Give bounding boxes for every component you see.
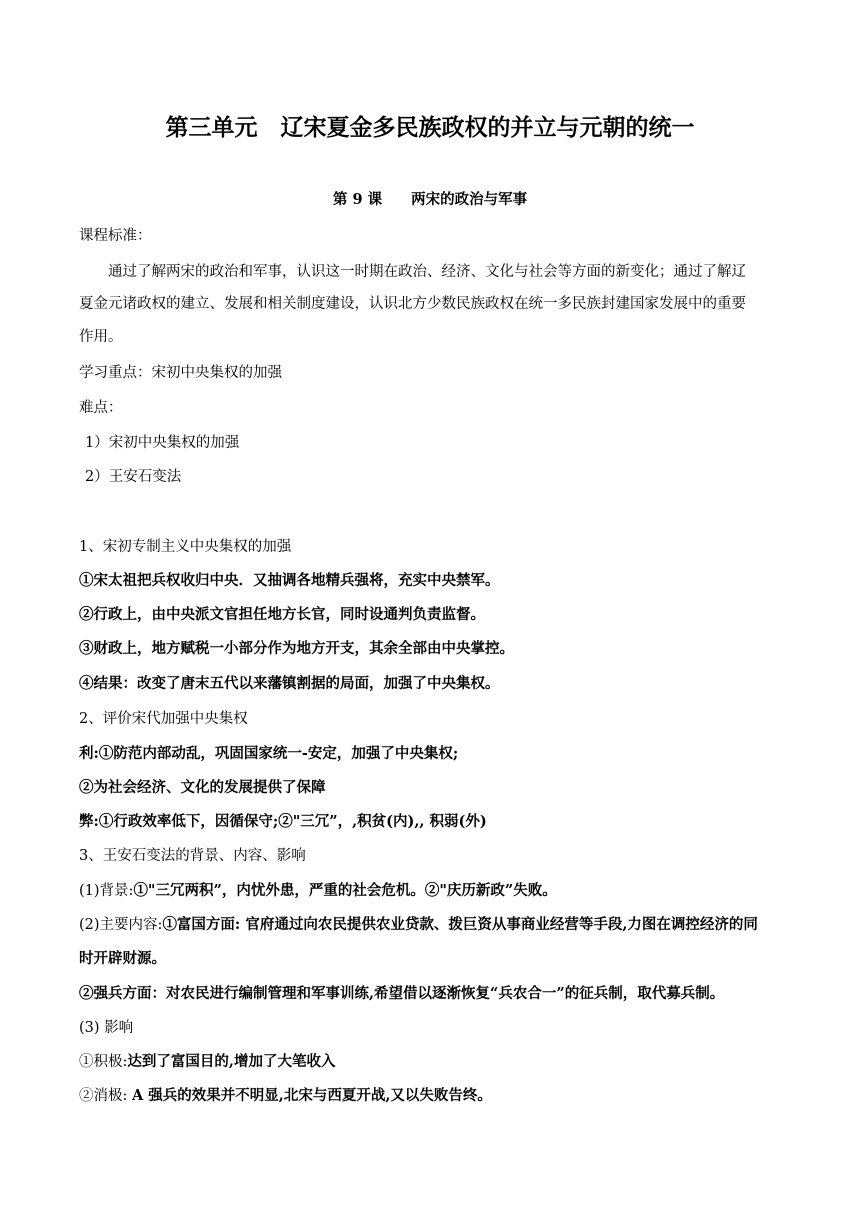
lesson-number: 第 9 课	[332, 191, 383, 208]
section3-content	[79, 915, 758, 935]
section3-content-line-3: ②强兵方面：对农民进行编制管理和军事训练,希望借以逐渐恢复“兵农合一”的征兵制，取代募兵制。	[79, 985, 725, 1002]
section2-item-2: ②为社会经济、文化的发展提供了保障	[79, 779, 326, 796]
section3-impact-positive	[79, 1052, 335, 1072]
section2-item-1: 利:①防范内部动乱，巩固国家统一-安定，加强了中央集权;	[79, 745, 459, 762]
section3-content-line-2: 时开辟财源。	[79, 950, 166, 967]
key-point: 学习重点：宋初中央集权的加强	[79, 365, 282, 381]
positive-label: ①积极:	[79, 1054, 128, 1070]
section2-heading: 2、评价宋代加强中央集权	[79, 711, 248, 727]
curriculum-label: 课程标准：	[79, 228, 152, 244]
section1-item-2: ②行政上，由中央派文官担任地方长官，同时设通判负责监督。	[79, 606, 485, 623]
section3-impact-negative	[79, 1086, 492, 1106]
section1-item-1: ①宋太祖把兵权收归中央．又抽调各地精兵强将，充实中央禁军。	[79, 572, 500, 589]
section3-background	[79, 881, 557, 901]
difficulty-item-2: 2）王安石变法	[85, 469, 182, 485]
curriculum-text-line-2: 夏金元诸政权的建立、发展和相关制度建设，认识北方少数民族政权在统一多民族封建国家发展中的重要	[79, 296, 746, 312]
negative-text: A 强兵的效果并不明显,北宋与西夏开战,又以失败告终。	[132, 1087, 492, 1104]
background-label: (1)背景:	[79, 883, 134, 899]
difficulty-label: 难点：	[79, 400, 123, 416]
curriculum-text-line-1: 通过了解两宋的政治和军事，认识这一时期在政治、经济、文化与社会等方面的新变化；通过了解辽	[108, 264, 746, 280]
positive-text: 达到了富国目的,增加了大笔收入	[127, 1053, 336, 1070]
difficulty-item-1: 1）宋初中央集权的加强	[85, 435, 240, 451]
lesson-title	[0, 190, 860, 210]
section1-item-3: ③财政上，地方赋税一小部分作为地方开支，其余全部由中央掌控。	[79, 640, 514, 657]
content-label: (2)主要内容:	[79, 917, 163, 933]
lesson-name: 两宋的政治与军事	[411, 191, 528, 208]
section2-item-3: 弊:①行政效率低下，因循保守;②"三冗”，,积贫(内),, 积弱(外)	[79, 813, 487, 830]
section1-item-4: ④结果：改变了唐末五代以来藩镇割据的局面，加强了中央集权。	[79, 675, 500, 692]
section1-heading: 1、宋初专制主义中央集权的加强	[79, 539, 292, 555]
curriculum-text-line-3: 作用。	[79, 329, 123, 345]
content-text-1: ①富国方面: 官府通过向农民提供农业贷款、拨巨资从事商业经营等手段,力图在调控经济的同	[162, 916, 758, 933]
section3-impact-label: (3) 影响	[79, 1020, 134, 1036]
unit-title: 第三单元 辽宋夏金多民族政权的并立与元朝的统一	[165, 114, 695, 141]
negative-label: ②消极:	[79, 1088, 132, 1104]
background-text: ①"三冗两积”，内忧外患，严重的社会危机。②"庆历新政”失败。	[133, 882, 557, 899]
section3-heading: 3、王安石变法的背景、内容、影响	[79, 848, 306, 864]
